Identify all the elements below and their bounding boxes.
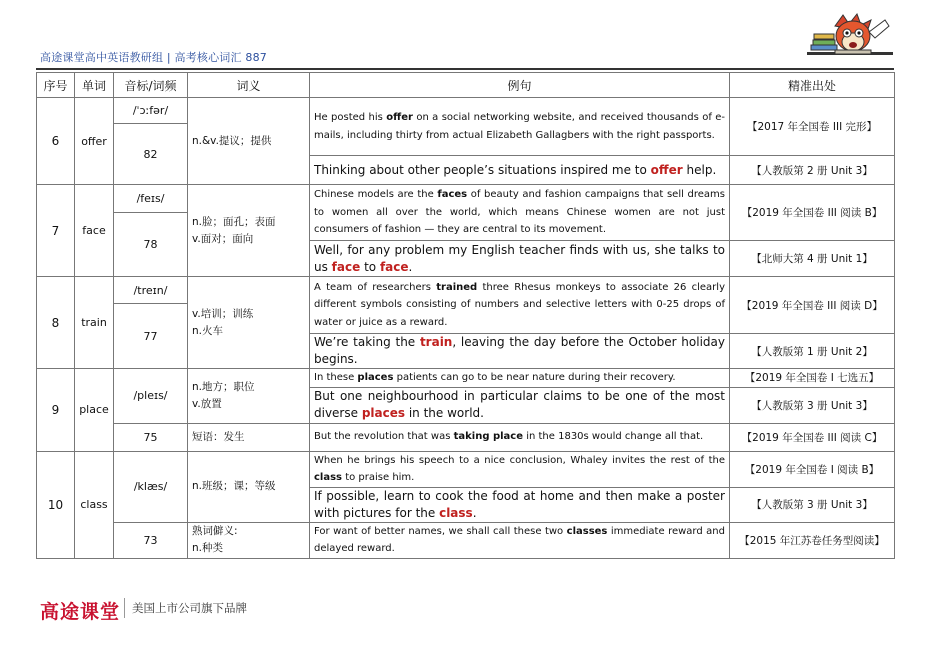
table-row [37,369,895,388]
example-sentence: When he brings his speech to a nice conclusion, Whaley invites the rest of the class to praise him. [310,451,730,487]
entry-word: class [75,451,114,558]
example-sentence: A team of researchers trained three Rhesus monkeys to associate 26 clearly different symbols consisting of numbers and selective letters with 0-25 drops of water or juice as a reward. [310,277,730,334]
entry-number: 6 [37,98,75,185]
table-row [37,451,895,487]
entry-frequency: 75 [114,423,188,451]
entry-word: train [75,277,114,369]
column-header: 单词 [75,73,114,98]
entry-frequency: 78 [114,213,188,277]
entry-meaning: n.&v.提议；提供 [188,98,310,185]
column-header: 精准出处 [730,73,895,98]
example-sentence: Thinking about other people’s situations inspired me to offer help. [310,156,730,185]
mascot-illustration [805,12,895,70]
example-source: 【人教版第 3 册 Unit 3】 [730,487,895,522]
entry-number: 7 [37,185,75,277]
footer-divider [124,598,125,618]
entry-phrase-meaning: 短语：发生 [188,423,310,451]
example-sentence: He posted his offer on a social networking website, and received thousands of e-mails, including thirty from actual Elizabeth Gallagbers with the right passports. [310,98,730,156]
entry-frequency: 77 [114,304,188,369]
column-header: 词义 [188,73,310,98]
example-source: 【2019 年全国卷 I 七选五】 [730,369,895,388]
table-row [37,277,895,304]
example-source: 【2019 年全国卷 I 阅读 B】 [730,451,895,487]
entry-number: 8 [37,277,75,369]
entry-phonetic: /ˈɔːfər/ [114,98,188,124]
entry-meaning: n.班级；课；等级 [188,451,310,522]
table-row [37,98,895,124]
example-source: 【人教版第 2 册 Unit 3】 [730,156,895,185]
column-header: 序号 [37,73,75,98]
header-divider [36,68,894,70]
example-sentence: For want of better names, we shall call these two classes immediate reward and delayed reward. [310,522,730,558]
footer-tagline: 美国上市公司旗下品牌 [132,601,247,615]
example-sentence: But one neighbourhood in particular claims to be one of the most diverse places in the world. [310,387,730,423]
entry-number: 9 [37,369,75,452]
example-sentence: If possible, learn to cook the food at home and then make a poster with pictures for the class. [310,487,730,522]
example-source: 【北师大第 4 册 Unit 1】 [730,241,895,277]
example-sentence: But the revolution that was taking place in the 1830s would change all that. [310,423,730,451]
example-source: 【2019 年全国卷 III 阅读 D】 [730,277,895,334]
example-source: 【人教版第 3 册 Unit 3】 [730,387,895,423]
example-source: 【人教版第 1 册 Unit 2】 [730,334,895,369]
entry-meaning: n.脸；面孔；表面 v.面对；面向 [188,185,310,277]
entry-phonetic: /pleɪs/ [114,369,188,424]
entry-word: face [75,185,114,277]
example-source: 【2019 年全国卷 III 阅读 C】 [730,423,895,451]
header-title: 高途课堂高中英语教研组 | 高考核心词汇 887 [40,51,267,64]
table-header-row [37,73,895,98]
entry-word: place [75,369,114,452]
vocabulary-table [36,72,895,559]
entry-phonetic: /feɪs/ [114,185,188,213]
example-sentence: In these places patients can go to be near nature during their recovery. [310,369,730,388]
table-row [37,185,895,213]
column-header: 音标/词频 [114,73,188,98]
entry-frequency: 73 [114,522,188,558]
example-sentence: Chinese models are the faces of beauty and fashion campaigns that sell dreams to women all over the world, which means Chinese women are not just consumers of fashion — they are central to its movement. [310,185,730,241]
example-source: 【2015 年江苏卷任务型阅读】 [730,522,895,558]
example-source: 【2019 年全国卷 III 阅读 B】 [730,185,895,241]
example-sentence: We’re taking the train, leaving the day before the October holiday begins. [310,334,730,369]
entry-phonetic: /klæs/ [114,451,188,522]
entry-phonetic: /treɪn/ [114,277,188,304]
entry-meaning: v.培训；训练 n.火车 [188,277,310,369]
footer-logo: 高途课堂 [40,601,121,623]
example-source: 【2017 年全国卷 III 完形】 [730,98,895,156]
entry-rare-meaning: 熟词僻义: n.种类 [188,522,310,558]
entry-meaning: n.地方；职位 v.放置 [188,369,310,424]
entry-number: 10 [37,451,75,558]
column-header: 例句 [310,73,730,98]
entry-word: offer [75,98,114,185]
example-sentence: Well, for any problem my English teacher finds with us, she talks to us face to face. [310,241,730,277]
entry-frequency: 82 [114,124,188,185]
